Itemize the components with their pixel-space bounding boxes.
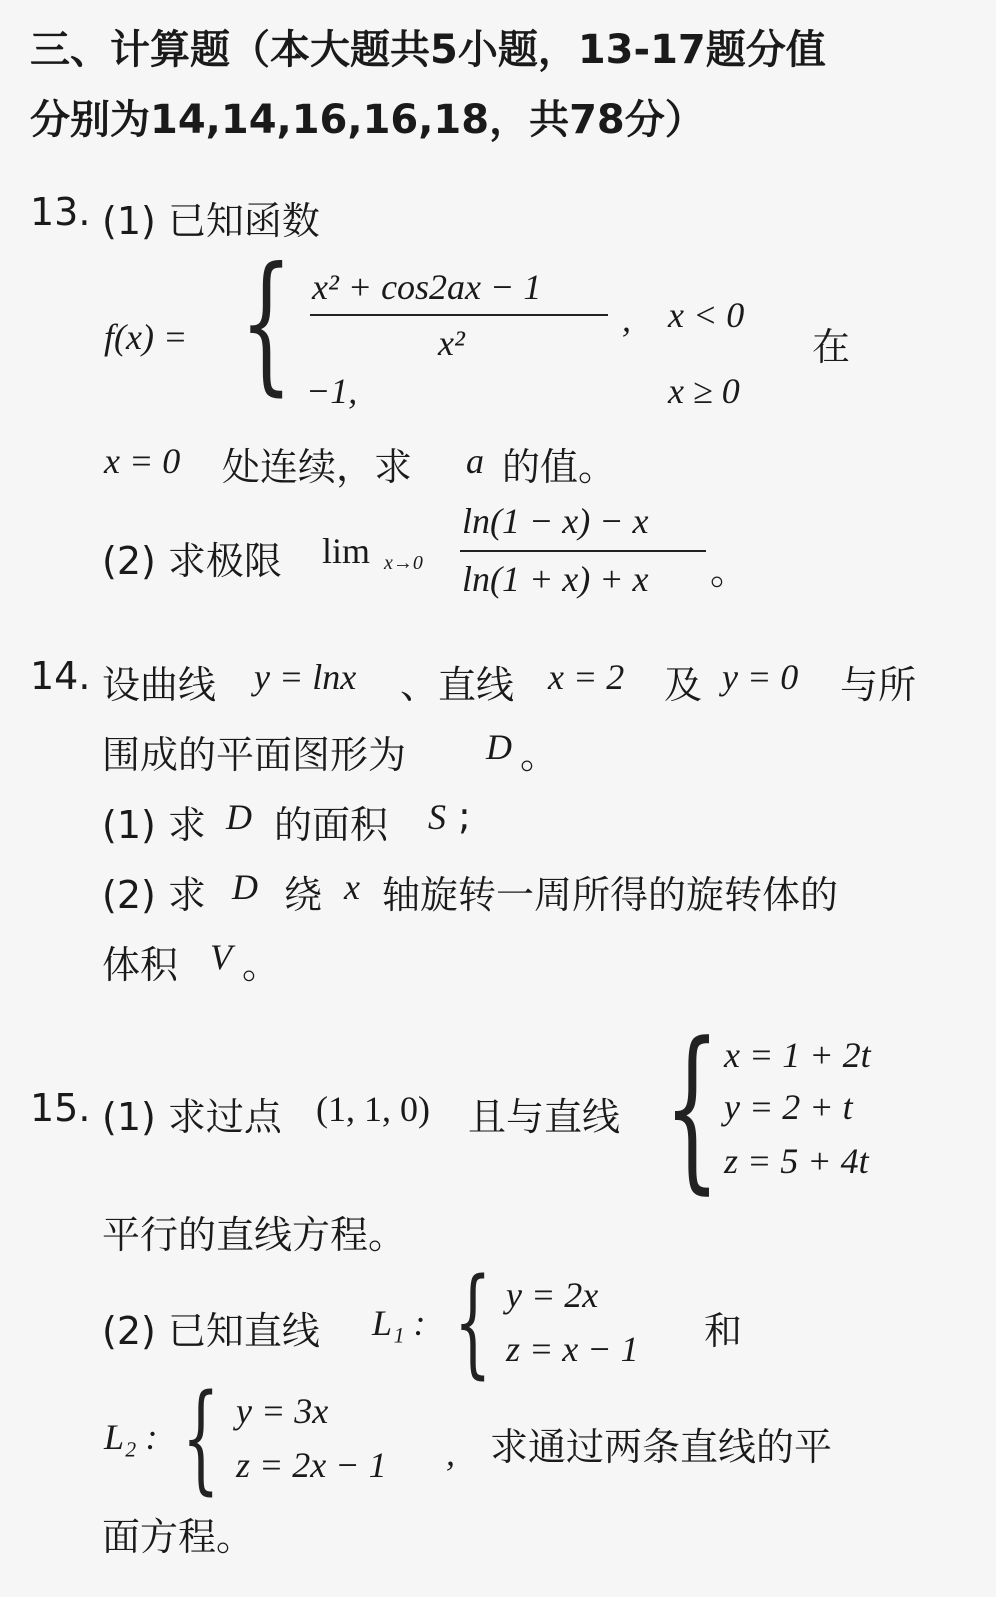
q15-p1-b: 且与直线 [468, 1095, 621, 1139]
q14-p2-b: 绕 [284, 873, 323, 917]
q14-line1-d: 与所 [840, 663, 917, 707]
q14-line2-D: D [486, 727, 512, 767]
q15-p1-end: 平行的直线方程。 [102, 1213, 407, 1257]
q15-sys2-eq2: z = x − 1 [506, 1329, 639, 1369]
q14-p1-D: D [226, 797, 252, 837]
section-title-line1: 三、计算题（本大题共5小题，13-17题分值 [30, 27, 826, 73]
q13-case2-condition: x ≥ 0 [668, 371, 740, 411]
q15-p2-b: 求通过两条直线的平 [490, 1425, 833, 1469]
q13-number: 13. [30, 190, 91, 234]
q13-period: 。 [710, 549, 749, 593]
section-title-line2: 分别为14,14,16,16,18，共78分） [30, 97, 705, 143]
q15-L1: L₁ : [372, 1303, 426, 1343]
q13-case1-comma: , [622, 299, 631, 339]
q13-lim-subscript: x→0 [384, 552, 423, 574]
q15-he: 和 [704, 1309, 743, 1353]
q14-p3-a: 体积 [102, 943, 179, 987]
q14-p2-c: 轴旋转一周所得的旋转体的 [382, 873, 839, 917]
q15-sys3-eq2: z = 2x − 1 [236, 1445, 387, 1485]
q13-a: a [466, 441, 484, 481]
q13-zai: 在 [812, 325, 851, 369]
q15-p1-a: (1) 求过点 [102, 1095, 282, 1139]
q15-p2-a: (2) 已知直线 [102, 1309, 320, 1353]
q14-line1-m1: y = lnx [254, 657, 357, 697]
q14-p3-b: 。 [242, 943, 281, 987]
q14-number: 14. [30, 654, 91, 698]
q15-p1-point: (1, 1, 0) [316, 1089, 430, 1129]
q13-lim-numerator: ln(1 − x) − x [462, 501, 649, 541]
q13-case1-denominator: x² [438, 323, 465, 363]
q15-number: 15. [30, 1086, 91, 1130]
q13-part2-intro: (2) 求极限 [102, 539, 282, 583]
q13-case1-numerator: x² + cos2ax − 1 [312, 267, 542, 307]
q15-comma: , [446, 1433, 455, 1473]
q14-p1-semicolon: ; [458, 794, 471, 838]
q14-line1-b: 、直线 [400, 663, 515, 707]
q14-p2-D: D [232, 867, 258, 907]
q13-lim: lim [322, 531, 371, 571]
q13-lim-fraction-bar [460, 550, 706, 552]
q14-p2-a: (2) 求 [102, 873, 206, 917]
q14-line1-m2: x = 2 [548, 657, 625, 697]
q13-case2-value: −1, [306, 371, 358, 411]
q13-continuity-text: 处连续，求 [222, 445, 413, 489]
q15-sys1-eq2: y = 2 + t [724, 1087, 853, 1127]
q14-p1-b: 的面积 [274, 803, 389, 847]
q13-case1-condition: x < 0 [668, 295, 745, 335]
q14-line2-a: 围成的平面图形为 [102, 733, 407, 777]
q13-left-brace: { [240, 236, 293, 410]
q15-sys1-eq1: x = 1 + 2t [724, 1035, 871, 1075]
q15-sys3-eq1: y = 3x [236, 1391, 329, 1431]
q13-value-text: 的值。 [502, 445, 617, 489]
q14-p1-a: (1) 求 [102, 803, 206, 847]
q14-line1-m3: y = 0 [722, 657, 799, 697]
q14-line1-a: 设曲线 [102, 663, 217, 707]
q15-sys1-brace: { [664, 1005, 720, 1210]
q15-sys3-brace: { [182, 1368, 220, 1506]
q13-fx-lhs: f(x) = [104, 317, 188, 357]
q13-lim-denominator: ln(1 + x) + x [462, 559, 649, 599]
q14-line1-c: 及 [664, 663, 703, 707]
q15-p2-end: 面方程。 [102, 1515, 255, 1559]
q13-x-eq-0: x = 0 [104, 441, 181, 481]
q15-L2: L₂ : [104, 1417, 158, 1457]
q13-case1-fraction-bar [310, 314, 608, 316]
q14-p3-V: V [210, 937, 232, 977]
q13-part1-intro: (1) 已知函数 [102, 199, 320, 243]
q15-sys2-brace: { [454, 1252, 492, 1390]
q14-p2-x: x [344, 867, 360, 907]
q14-line2-b: 。 [520, 733, 559, 777]
q15-sys2-eq1: y = 2x [506, 1275, 599, 1315]
q15-sys1-eq3: z = 5 + 4t [724, 1141, 869, 1181]
q14-p1-S: S [428, 797, 446, 837]
